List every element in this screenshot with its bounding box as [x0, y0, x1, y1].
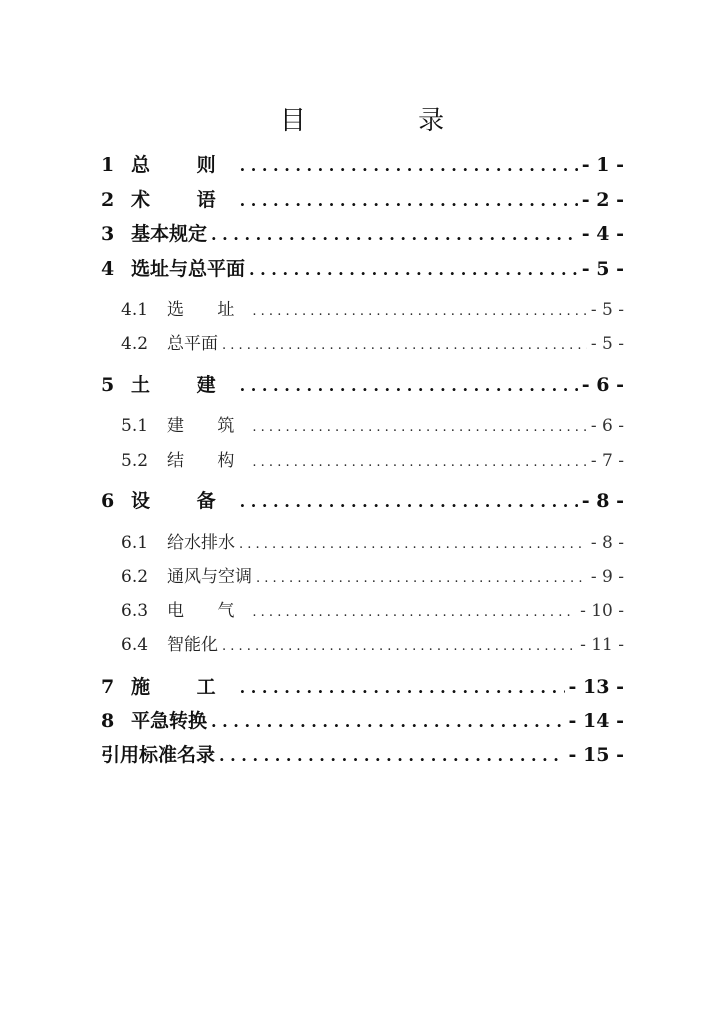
dot-leader [252, 451, 586, 471]
toc-entry-number: 5.2 [121, 451, 149, 471]
toc-entry-page: - 8 - [581, 490, 624, 512]
toc-entry-label: 术 语 [131, 189, 236, 211]
toc-entry-2[interactable] [101, 185, 624, 212]
page-title: 目 录 [279, 106, 497, 136]
toc-entry-label: 设 备 [131, 490, 236, 512]
dot-leader [252, 300, 586, 320]
toc-entry-number: 6.1 [121, 533, 149, 553]
toc-entry-number: 6 [101, 490, 115, 512]
toc-entry-number: 7 [101, 676, 115, 698]
toc-entry-page: - 2 - [581, 189, 624, 211]
dot-leader [239, 533, 587, 553]
dot-leader [240, 154, 578, 176]
toc-entry-label: 基本规定 [131, 223, 208, 245]
toc-entry-number: 1 [101, 154, 115, 176]
toc-entry-page: - 14 - [568, 710, 624, 732]
toc-entry-label: 平急转换 [131, 710, 208, 732]
dot-leader [249, 258, 578, 280]
toc-entry-label: 给水排水 [167, 533, 235, 553]
toc-entry-number: 5.1 [121, 416, 149, 436]
toc-entry-page: - 9 - [590, 567, 624, 587]
toc-entry-page: - 8 - [590, 533, 624, 553]
toc-entry-6-2[interactable] [121, 562, 624, 587]
toc-entry-number: 6.2 [121, 567, 149, 587]
toc-entry-number: 5 [101, 374, 115, 396]
dot-leader [252, 416, 586, 436]
toc-entry-page: - 4 - [581, 223, 624, 245]
toc-entry-6[interactable] [101, 486, 624, 513]
dot-leader [211, 710, 565, 732]
toc-entry-page: - 11 - [580, 635, 624, 655]
toc-entry-6-3[interactable] [121, 596, 624, 621]
toc-entry-label: 引用标准名录 [101, 744, 216, 766]
toc-entry-5-2[interactable] [121, 446, 624, 471]
toc-entry-number: 8 [101, 710, 115, 732]
toc-entry-page: - 6 - [581, 374, 624, 396]
dot-leader [240, 374, 578, 396]
toc-entry-page: - 10 - [580, 601, 624, 621]
toc-entry-references[interactable] [101, 740, 624, 767]
toc-entry-7[interactable] [101, 672, 624, 699]
toc-entry-label: 智能化 [167, 635, 218, 655]
toc-entry-number: 6.4 [121, 635, 149, 655]
toc-entry-page: - 7 - [590, 451, 624, 471]
dot-leader [240, 490, 578, 512]
toc-entry-label: 电 气 [167, 601, 249, 621]
toc-entry-number: 6.3 [121, 601, 149, 621]
toc-entry-number: 4.2 [121, 334, 149, 354]
toc-entry-number: 4.1 [121, 300, 149, 320]
toc-entry-page: - 15 - [568, 744, 624, 766]
toc-entry-label: 通风与空调 [167, 567, 252, 587]
toc-entry-page: - 13 - [568, 676, 624, 698]
dot-leader [240, 189, 578, 211]
toc-entry-page: - 5 - [590, 334, 624, 354]
toc-entry-3[interactable] [101, 219, 624, 246]
toc-entry-6-1[interactable] [121, 528, 624, 553]
toc-entry-label: 总 则 [131, 154, 236, 176]
toc-entry-1[interactable] [101, 150, 624, 177]
toc-entry-number: 2 [101, 189, 115, 211]
toc-entry-5-1[interactable] [121, 411, 624, 436]
toc-entry-number: 4 [101, 258, 115, 280]
toc-entry-label: 选 址 [167, 300, 249, 320]
toc-entry-6-4[interactable] [121, 630, 624, 655]
toc-entry-4[interactable] [101, 254, 624, 281]
toc-entry-5[interactable] [101, 370, 624, 397]
dot-leader [219, 744, 565, 766]
toc-entry-4-2[interactable] [121, 329, 624, 354]
toc-entry-label: 选址与总平面 [131, 258, 246, 280]
toc-entry-page: - 5 - [581, 258, 624, 280]
toc-entry-label: 土 建 [131, 374, 236, 396]
toc-entry-4-1[interactable] [121, 295, 624, 320]
dot-leader [256, 567, 587, 587]
toc-entry-page: - 5 - [590, 300, 624, 320]
toc-entry-label: 施 工 [131, 676, 236, 698]
toc-entry-page: - 6 - [590, 416, 624, 436]
toc-entry-label: 建 筑 [167, 416, 249, 436]
dot-leader [211, 223, 578, 245]
toc-entry-label: 结 构 [167, 451, 249, 471]
dot-leader [222, 334, 587, 354]
toc-entry-page: - 1 - [581, 154, 624, 176]
toc-entry-8[interactable] [101, 706, 624, 733]
dot-leader [222, 635, 576, 655]
toc-entry-label: 总平面 [167, 334, 218, 354]
dot-leader [240, 676, 565, 698]
dot-leader [252, 601, 576, 621]
toc-entry-number: 3 [101, 223, 115, 245]
